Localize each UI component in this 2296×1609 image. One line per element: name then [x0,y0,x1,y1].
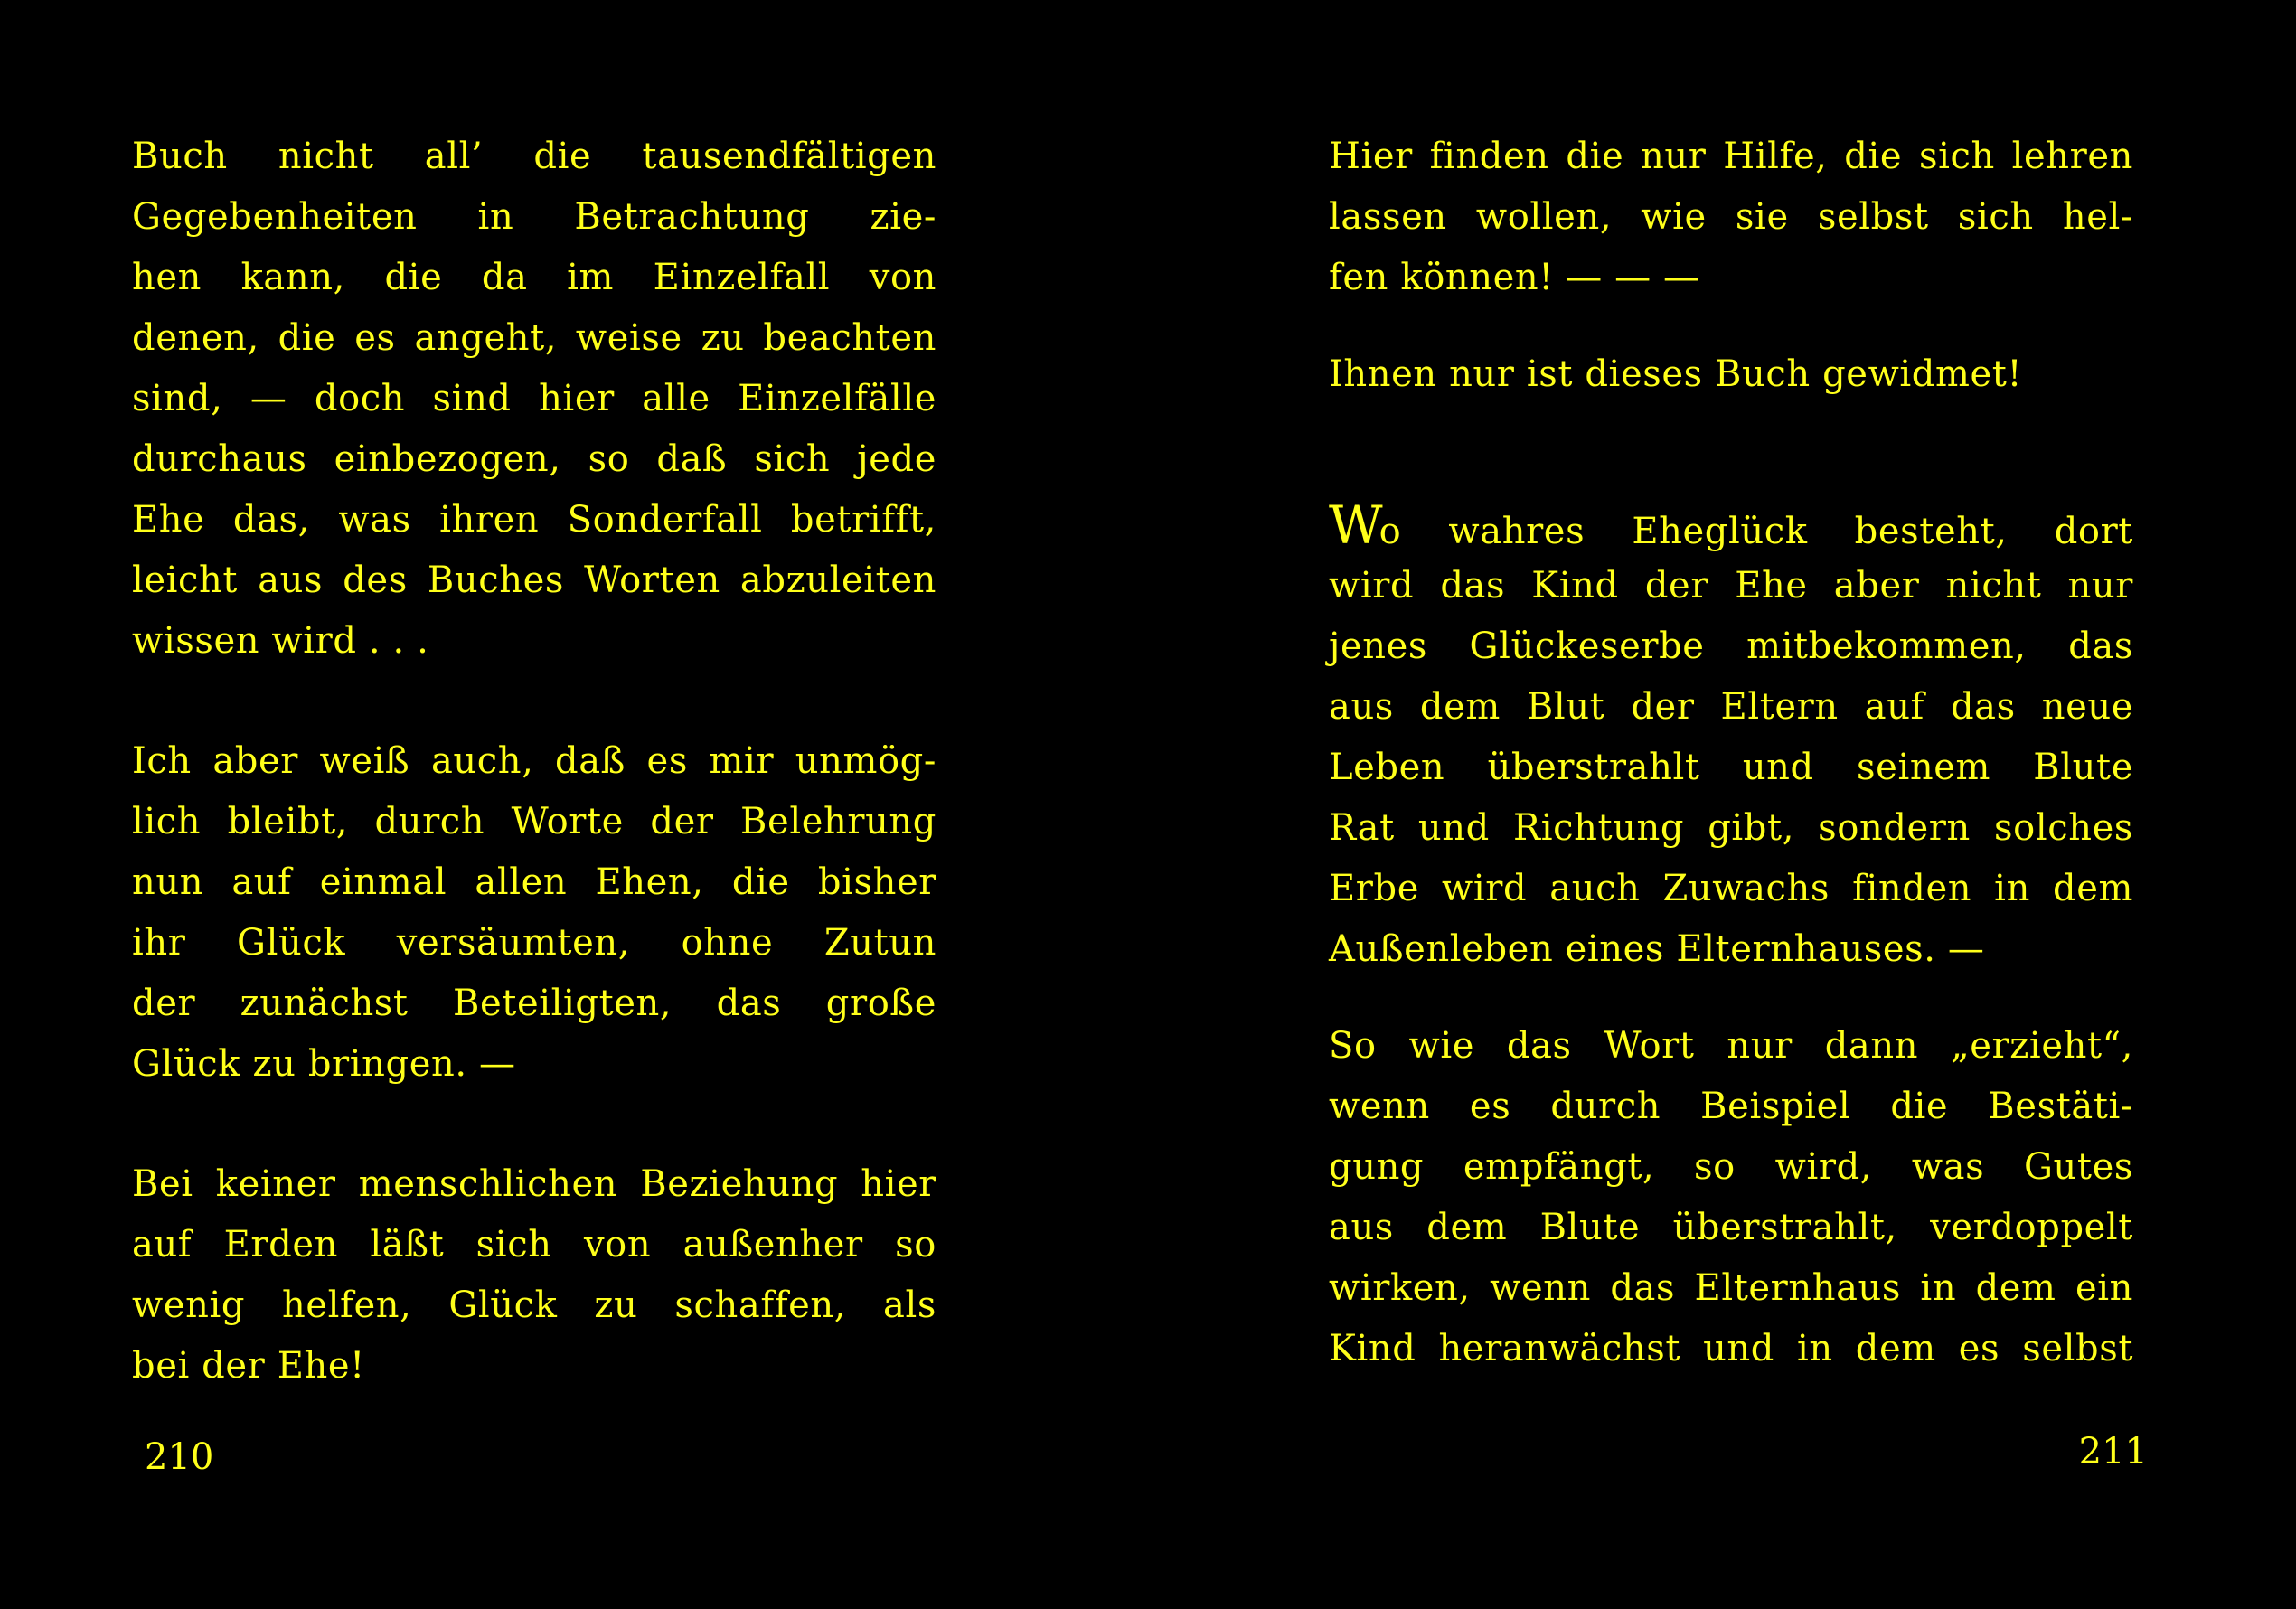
text-line: gung empfängt, so wird, was Gutes [1329,1146,2133,1188]
section-gap [1329,405,2133,495]
text-line: Ehe das, was ihren Sonderfall betrifft, [132,499,936,541]
text-line: Hier finden die nur Hilfe, die sich lehren [1329,136,2133,177]
text-line: sind, — doch sind hier alle Einzelfälle [132,378,936,419]
text-line: aus dem Blute überstrahlt, verdoppelt [1329,1207,2133,1248]
dedication-line: Ihnen nur ist dieses Buch gewidmet! [1329,353,2023,395]
text-line: Kind heranwächst und in dem es selbst [1329,1328,2133,1369]
text-line: jenes Glückeserbe mitbekommen, das [1329,626,2133,667]
paragraph [1329,1016,2133,1379]
text-line: wird das Kind der Ehe aber nicht nur [1329,565,2133,607]
text-line: ihr Glück versäumten, ohne Zutun [132,922,936,964]
text-line: Glück zu bringen. — [132,1043,516,1085]
text-line: Leben überstrahlt und seinem Blute [1329,747,2133,788]
page-number: 211 [2078,1431,2148,1473]
text-line: nun auf einmal allen Ehen, die bisher [132,861,936,903]
text-line: auf Erden läßt sich von außenher so [132,1224,936,1266]
text-line: Außenleben eines Elternhauses. — [1329,928,1985,970]
text-line: denen, die es angeht, weise zu beachten [132,317,936,359]
paragraph-gap [1329,980,2133,1016]
text-line: wenig helfen, Glück zu schaffen, als [132,1284,936,1326]
paragraph [132,127,936,672]
text-line: Gegebenheiten in Betrachtung zie- [132,196,936,238]
text-line: fen können! — — — [1329,257,1700,298]
text-line: leicht aus des Buches Worten abzuleiten [132,560,936,601]
text-line: Ich aber weiß auch, daß es mir unmög- [132,740,936,782]
text-line: wenn es durch Beispiel die Bestäti- [1329,1086,2133,1127]
paragraph-gap [132,672,936,731]
text-line: Rat und Richtung gibt, sondern solches [1329,807,2133,849]
paragraph [1329,344,2133,405]
text-line: lich bleibt, durch Worte der Belehrung [132,801,936,842]
text-line: der zunächst Beteiligten, das große [132,983,936,1024]
text-line: Erbe wird auch Zuwachs finden in dem [1329,868,2133,909]
page-number: 210 [145,1436,214,1478]
text-line: lassen wollen, wie sie selbst sich hel- [1329,196,2133,238]
drop-cap-letter: W [1329,494,1379,556]
paragraph [1329,495,2133,980]
text-line: hen kann, die da im Einzelfall von [132,257,936,298]
text-line: wirken, wenn das Elternhaus in dem ein [1329,1267,2133,1309]
text-line: Bei keiner menschlichen Beziehung hier [132,1163,936,1205]
right-page-text [1329,127,2133,1379]
text-line: Buch nicht all’ die tausendfältigen [132,136,936,177]
paragraph [132,1154,936,1397]
text-line: bei der Ehe! [132,1345,365,1387]
paragraph-gap [132,1095,936,1154]
right-page [1148,0,2296,1609]
text-line: o wahres Eheglück besteht, dort [1379,511,2133,552]
text-line: durchaus einbezogen, so daß sich jede [132,438,936,480]
text-line-with-dropcap [1329,495,2133,556]
paragraph-gap [1329,308,2133,344]
paragraph [132,731,936,1095]
text-line: aus dem Blut der Eltern auf das neue [1329,686,2133,728]
text-line: wissen wird . . . [132,620,429,662]
left-page-text [132,127,936,1397]
paragraph [1329,127,2133,308]
text-line: So wie das Wort nur dann „erzieht“, [1329,1025,2133,1067]
